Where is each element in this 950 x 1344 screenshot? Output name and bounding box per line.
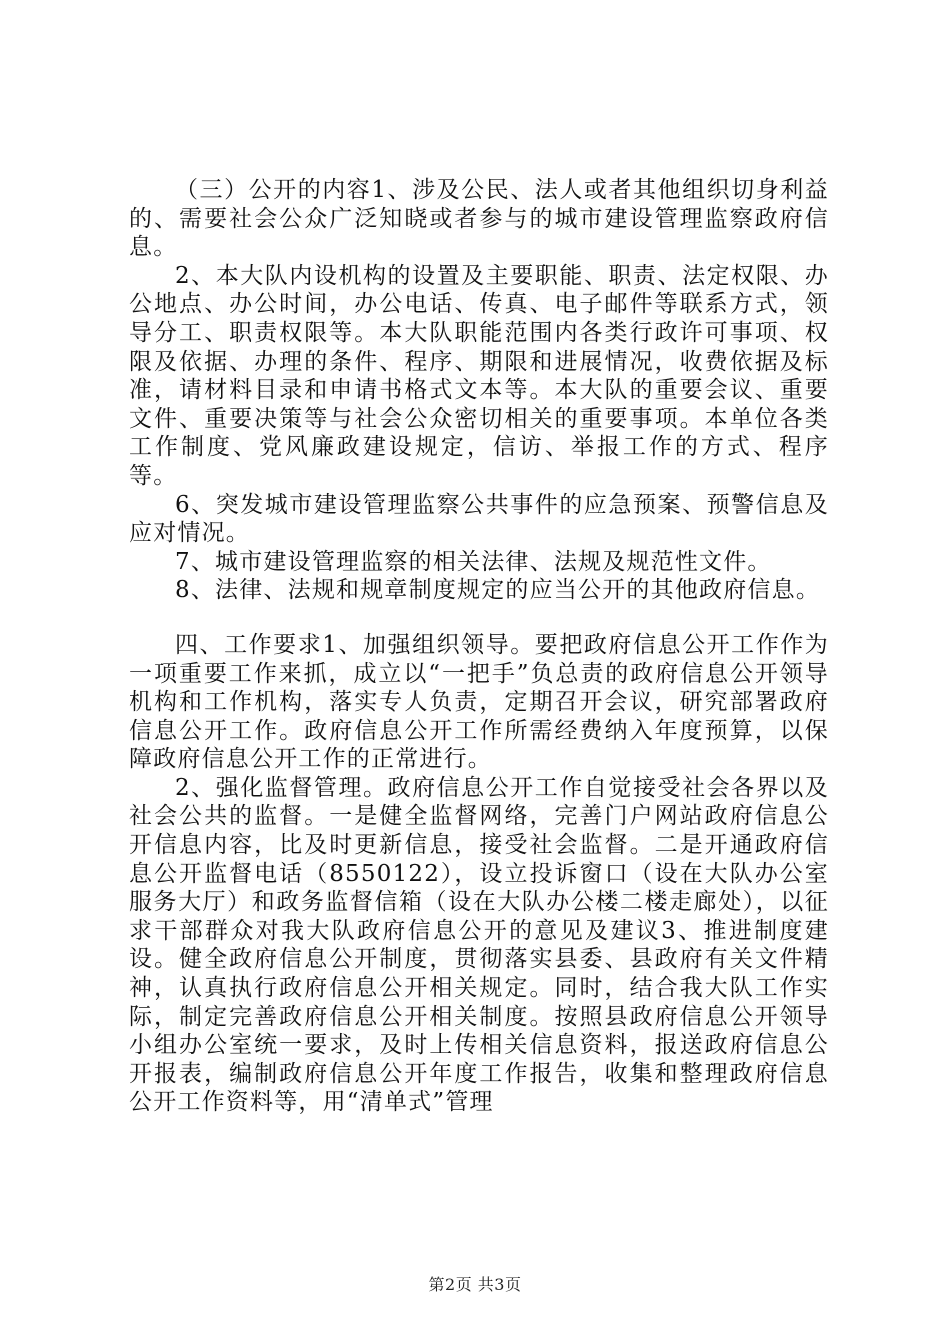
section-spacer — [129, 605, 829, 631]
paragraph-item-2: 2、本大队内设机构的设置及主要职能、职责、法定权限、办公地点、办公时间，办公电话、传真、电子邮件等联系方式，领导分工、职责权限等。本大队职能范围内各类行政许可事项、权限及依据、办理的条件、程序、期限和进展情况，收费依据及标准，请材料目录和申请书格式文本等。本大队的重要会议、重要文件、重要决策等与社会公众密切相关的重要事项。本单位各类工作制度、党风廉政建设规定，信访、举报工作的方式、程序等。 — [129, 262, 829, 489]
page-footer: 第2页 共3页 — [428, 1275, 522, 1294]
paragraph-supervision: 2、强化监督管理。政府信息公开工作自觉接受社会各界以及社会公共的监督。一是健全监督网络，完善门户网站政府信息公开信息内容，比及时更新信息，接受社会监督。二是开通政府信息公开监督电话（8550122），设立投诉窗口（设在大队办公室服务大厅）和政务监督信箱（设在大队办公楼二楼走廊处），以征求干部群众对我大队政府信息公开的意见及建议3、推进制度建设。健全政府信息公开制度，贯彻落实县委、县政府有关文件精神，认真执行政府信息公开相关规定。同时，结合我大队工作实际，制定完善政府信息公开相关制度。按照县政府信息公开领导小组办公室统一要求，及时上传相关信息资料，报送政府信息公开报表，编制政府信息公开年度工作报告，收集和整理政府信息公开工作资料等，用“清单式”管理 — [129, 774, 829, 1116]
paragraph-work-requirements: 四、工作要求1、加强组织领导。要把政府信息公开工作作为一项重要工作来抓，成立以“一把手”负总责的政府信息公开领导机构和工作机构，落实专人负责，定期召开会议，研究部署政府信息公开工作。政府信息公开工作所需经费纳入年度预算，以保障政府信息公开工作的正常进行。 — [129, 631, 829, 773]
document-body — [129, 176, 829, 1117]
paragraph-item-8: 8、法律、法规和规章制度规定的应当公开的其他政府信息。 — [175, 577, 821, 604]
paragraph-public-content: （三）公开的内容1、涉及公民、法人或者其他组织切身利益的、需要社会公众广泛知晓或者参与的城市建设管理监察政府信息。 — [129, 177, 829, 261]
paragraph-item-7: 7、城市建设管理监察的相关法律、法规及规范性文件。 — [175, 548, 772, 575]
paragraph-item-6: 6、突发城市建设管理监察公共事件的应急预案、预警信息及应对情况。 — [129, 491, 829, 547]
